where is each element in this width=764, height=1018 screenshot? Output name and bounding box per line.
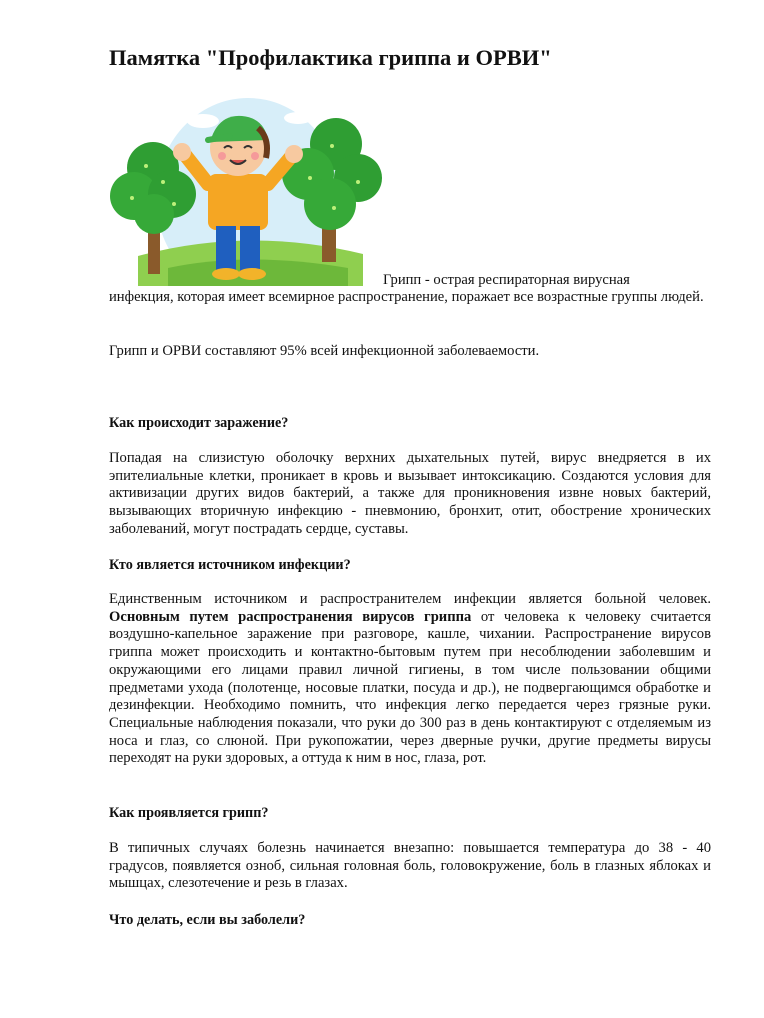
- section-body-symptoms: В типичных случаях болезнь начинается внезапно: повышается температура до 38 - 40 градусов, появляется озноб, сильная головная боль, головокружение, боль в глазных яблоках и мышцах, слезотечение и резь в глазах.: [109, 840, 711, 892]
- source-bold-text: Основным путем распространения вирусов гриппа: [109, 608, 472, 625]
- section-heading-symptoms: Как проявляется грипп?: [109, 805, 269, 821]
- boy-with-trees-illustration: [108, 86, 383, 286]
- section-heading-if-sick: Что делать, если вы заболели?: [109, 912, 306, 928]
- happy-boy-with-trees-icon: [108, 86, 383, 286]
- source-rest-text: от человека к человеку считается воздушно-капельное заражение при разговоре, кашле, чихании. Распространение вирусов гриппа может происходить и контактно-бытовым путем при несоблюдении заболевшим и окружающими его лицами правил личной гигиены, в том числе пользовании общими предметами ухода (полотенце, носовые платки, посуда и др.), не подвергающимся обработке и дезинфекции. Необходимо помнить, что инфекция легко передается через грязные руки. Специальные наблюдения показали, что руки до 300 раз в день контактируют с отделяемым из носа и глаз, со слюной. При рукопожатии, через дверные ручки, другие предметы вирусы переходят на руки здоровых, а оттуда к ним в нос, глаза, рот.: [109, 608, 711, 767]
- section-body-source: [109, 591, 711, 768]
- section-heading-source: Кто является источником инфекции?: [109, 557, 351, 573]
- section-heading-infection: Как происходит заражение?: [109, 415, 289, 431]
- intro-first-line: Грипп - острая респираторная вирусная: [383, 272, 630, 288]
- page-title: Памятка "Профилактика гриппа и ОРВИ": [109, 45, 552, 70]
- section-body-infection: Попадая на слизистую оболочку верхних дыхательных путей, вирус внедряется в их эпителиальные клетки, проникает в кровь и вызывает интоксикацию. Создаются условия для активизации других видов бактерий, а также для проникновения извне новых бактерий, вызывающих вторичную инфекцию - пневмонию, бронхит, отит, обострение хронических заболеваний, могут пострадать сердце, суставы.: [109, 450, 711, 537]
- intro-text: инфекция, которая имеет всемирное распространение, поражает все возрастные группы людей.: [109, 289, 704, 305]
- statistic-text: Грипп и ОРВИ составляют 95% всей инфекционной заболеваемости.: [109, 343, 540, 359]
- source-lead-text: Единственным источником и распространителем инфекции является больной человек.: [109, 591, 711, 607]
